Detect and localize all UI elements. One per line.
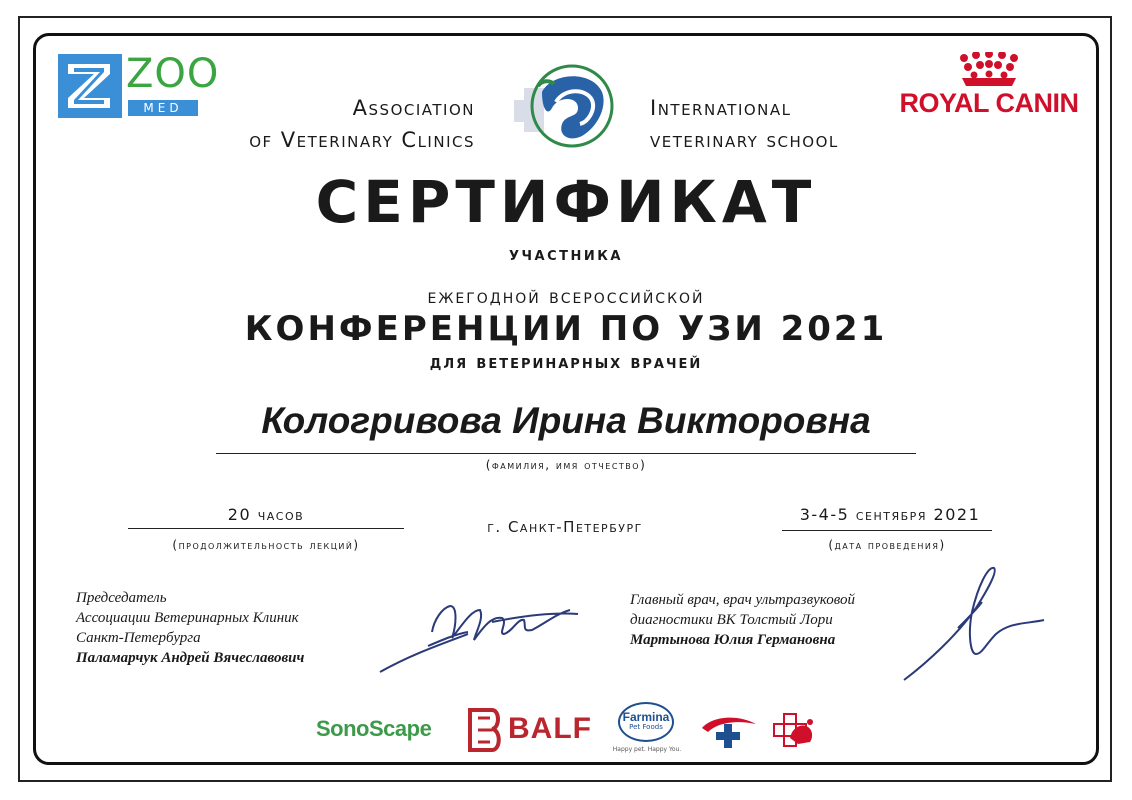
- conference-line-1: ежегодной всероссийской: [427, 284, 705, 308]
- date-caption: (дата проведения): [828, 538, 946, 552]
- association-line-1: Association: [352, 96, 475, 120]
- school-line-1: International: [650, 96, 792, 120]
- hours-caption: (продолжительность лекций): [172, 538, 360, 552]
- right-signatory-name: Мартынова Юлия Германовна: [630, 632, 836, 648]
- zoomed-z-icon: [58, 54, 122, 118]
- certificate-subtitle: участника: [509, 244, 623, 265]
- royal-canin-crown-icon: [954, 52, 1024, 92]
- left-signatory: [76, 588, 396, 668]
- hours-underline: [128, 528, 404, 529]
- association-line-2: of Veterinary Clinics: [249, 128, 475, 152]
- date-underline: [782, 530, 992, 531]
- left-signatory-name: Паламарчук Андрей Вячеславович: [76, 650, 305, 666]
- farmina-wordmark: Farmina: [622, 710, 670, 724]
- balf-b-icon: [468, 708, 502, 752]
- vet-cross-logo-icon: [698, 710, 758, 750]
- right-signatory-title-2: диагностики ВК Толстый Лори: [630, 612, 833, 628]
- recipient-underline: [216, 453, 916, 454]
- conference-line-2: КОНФЕРЕНЦИИ ПО УЗИ 2021: [244, 309, 888, 349]
- left-signature: [372, 594, 582, 678]
- hours-value: 20 часов: [227, 505, 305, 524]
- right-signatory-title-1: Главный врач, врач ультразвуковой: [630, 592, 856, 608]
- left-signatory-title-1: Председатель: [76, 590, 167, 606]
- farmina-badge: [618, 702, 674, 742]
- association-name: [170, 92, 475, 156]
- recipient-caption: (фамилия, имя отчество): [485, 458, 647, 472]
- farmina-tagline: Happy pet. Happy You.: [612, 746, 682, 753]
- balf-wordmark: BALF: [508, 712, 592, 745]
- royal-canin-wordmark: ROYAL CANIN: [899, 88, 1079, 118]
- zoomed-med-text: MED: [128, 100, 198, 116]
- zoomed-zoo-text: ZOO: [126, 51, 220, 97]
- date-value: 3-4-5 сентября 2021: [799, 505, 981, 524]
- certificate-title: СЕРТИФИКАТ: [315, 168, 817, 236]
- city: г. Санкт-Петербург: [487, 518, 643, 536]
- school-line-2: veterinary school: [650, 128, 839, 152]
- vet-clinic-logo-icon: [770, 710, 820, 750]
- royal-canin-logo: [896, 52, 1082, 122]
- recipient-name: Кологривова Ирина Викторовна: [261, 400, 871, 441]
- sonoscape-logo: SonoScape: [316, 716, 432, 741]
- association-emblem-icon: [512, 62, 620, 154]
- left-signatory-title-2: Ассоциации Ветеринарных Клиник: [76, 610, 299, 626]
- left-signatory-title-3: Санкт-Петербурга: [76, 630, 201, 646]
- balf-logo: [468, 708, 598, 752]
- farmina-logo: [612, 700, 682, 760]
- conference-line-3: для ветеринарных врачей: [429, 352, 703, 373]
- right-signature: [898, 562, 1048, 686]
- right-signatory: [630, 590, 930, 650]
- farmina-sub: Pet Foods: [629, 723, 663, 731]
